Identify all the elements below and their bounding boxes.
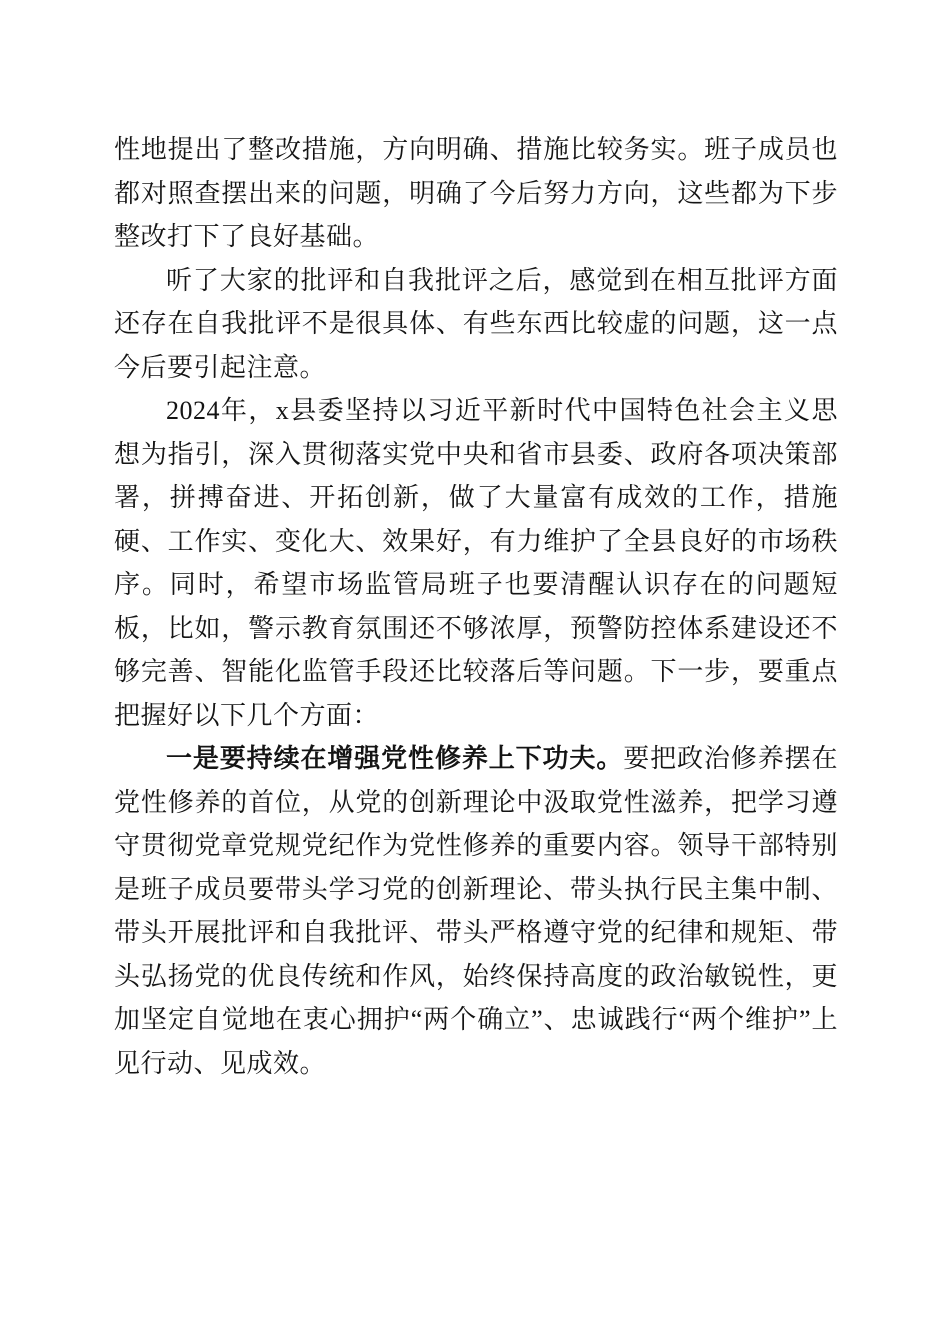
paragraph (114, 128, 838, 259)
paragraph-text: 要把政治修养摆在党性修养的首位，从党的创新理论中汲取党性滋养，把学习遵守贯彻党章党规党纪作为党性修养的重要内容。领导干部特别是班子成员要带头学习党的创新理论、带头执行民主集中制、带头开展批评和自我批评、带头严格遵守党的纪律和规矩、带头弘扬党的优良传统和作风，始终保持高度的政治敏锐性，更加坚定自觉地在衷心拥护“两个确立”、忠诚践行“两个维护”上见行动、见成效。 (114, 744, 838, 1078)
paragraph-bold-lead: 一是要持续在增强党性修养上下功夫。 (166, 744, 624, 773)
paragraph (114, 737, 838, 1085)
paragraph-text: 2024年，x县委坚持以习近平新时代中国特色社会主义思想为指引，深入贯彻落实党中央和省市县委、政府各项决策部署，拼搏奋进、开拓创新，做了大量富有成效的工作，措施硬、工作实、变化大、效果好，有力维护了全县良好的市场秩序。同时，希望市场监管局班子也要清醒认识存在的问题短板，比如，警示教育氛围还不够浓厚，预警防控体系建设还不够完善、智能化监管手段还比较落后等问题。下一步，要重点把握好以下几个方面： (114, 396, 838, 730)
document-body (114, 128, 838, 1085)
paragraph-text: 性地提出了整改措施，方向明确、措施比较务实。班子成员也都对照查摆出来的问题，明确了今后努力方向，这些都为下步整改打下了良好基础。 (114, 135, 838, 251)
paragraph-text: 听了大家的批评和自我批评之后，感觉到在相互批评方面还存在自我批评不是很具体、有些东西比较虚的问题，这一点今后要引起注意。 (114, 265, 838, 382)
paragraph (114, 389, 838, 737)
paragraph (114, 259, 838, 390)
